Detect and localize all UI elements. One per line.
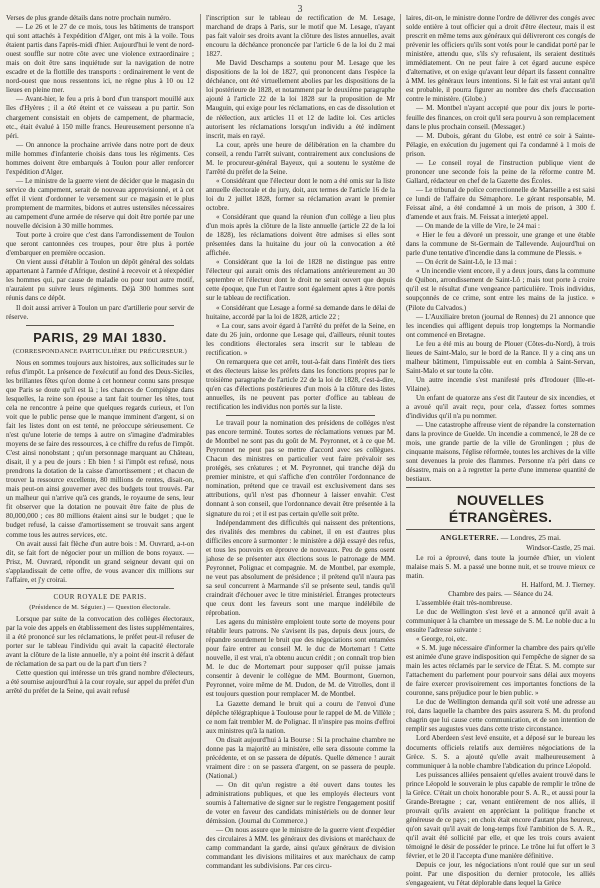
paragraph: On vient aussi d'établir à Toulon un dépôt général des soldats appartenant à l'armée d'Afrique, destiné à recevoir et à réexpédier les hommes qui, par cause de maladie ou pour tout autre motif, n'auraient pu suivre leurs régiments. Déjà 300 hommes sont réunis dans ce dépôt. [6, 258, 194, 303]
paragraph: — Avant-hier, le feu a pris à bord d'un transport mouillé aux îles d'Hyères ; il a été éteint et ce vaisseau a pu partir. Son chargement consistait en objets de campement, de pharmacie, etc., était évalué à 150 mille francs. Heureusement personne n'a péri. [6, 95, 194, 140]
paragraph: — M. Dubois, gérant du Globe, est entré ce soir à Sainte-Pélagie, en exécution du jugement qui l'a condamné à 1 mois de prison. [406, 131, 595, 158]
paragraph: — M. Montbel n'ayant accepté que pour dix jours le porte-feuille des finances, on croit qu'il sera pourvu à son remplacement dans le plus prochain conseil. (Messager.) [406, 104, 595, 131]
paragraph: « Hier le feu a dévoré un pressoir, une grange et une étable dans la commune de St-Germain de Tallevende. Aujourd'hui on parle d'une tentative d'incendie dans la commune de Plessis. » [406, 231, 595, 258]
paragraph: Un enfant de quatorze ans s'est dit l'auteur de six incendies, et a avoué qu'il avait reçu, pour cela, d'assez fortes sommes d'individus qu'il n'a pu nommer. [406, 393, 595, 421]
paragraph: La Gazette demand le bruit qui a couru de l'envoi d'une dépêche télégraphique à Toulouse pour le rappel de M. de Villèle ; ce nom fait trembler M. de Polignac. Il n'inspire pas moins d'effroi aux ministres qu'à la nation. [206, 699, 395, 735]
paragraph: — Le 26 et le 27 de ce mois, tous les bâtiments de transport qui sont attachés à l'expédition d'Alger, ont mis à la voile. Tous étaient partis dans l'après-midi d'hier. Aujourd'hui le vent de nord-ouest souffle sur notre côte avec une violence extraordinaire ; mais on doit être sans inquiétude sur la navigation de notre escadre et de la flottille des transports : ordinairement le vent de nord-ouest que nous ressentons ici, ne règne plus à 10 ou 12 lieues en pleine mer. [6, 23, 194, 95]
paragraph: laires, dit-on, le ministre donne l'ordre de délivrer des congés avec solde entière à tout officier qui a droit d'être électeur, mais il est prescrit en même tems aux généraux qui délivreront ces congés de prévenir les officiers qu'ils sont votés pour le candidat porté par le ministère, attendu que, s'ils s'y refusaient, ils seraient destitués immédiatement. On ne peut faire à cet égard aucune espèce d'alternative, et on exige qu'avant leur départ ils fassent connaître à MM. les généraux leurs intentions. Si le fait est vrai autant qu'il est probable, il pourra figurer au nombre des chefs d'accusation contre le ministère. (Globe.) [406, 14, 595, 104]
column-3 [406, 14, 595, 888]
signature: H. Halford, M. J. Tierney. [521, 580, 595, 589]
paragraph: Cette question qui intéresse un très grand nombre d'électeurs, a été soumise aujourd'hui à la cour royale, sur appel du préfet d'un arrêté du préfet de la Seine, qui avait refusé [6, 669, 194, 696]
paragraph: « Considérant que Lesage a formé sa demande dans le délai de huitaine, accordé par la loi de 1828, article 22 ; [206, 303, 395, 321]
paragraph: « Considérant que la loi de 1828 ne distingue pas entre l'électeur qui aurait omis des réclamations antérieurement au 30 septembre et l'électeur dont le droit ne serait ouvert que depuis cette époque, que l'un et l'autre sont également aptes à être portés sur le tableau de rectification. [206, 258, 395, 303]
paragraph: — Le tribunal de police correctionnelle de Marseille a est saisi ce lundi de l'affaire du Sémaphore. Le gérant responsable, M. Feissat aîné, a été condamné à un mois de prison, à 300 f. d'amende et aux frais. M. Feissat a interjeté appel. [406, 185, 595, 222]
paragraph: Nous en sommes toujours aux histoires, aux sollicitudes sur le refus d'impôt. La présence de l'exécutif au fond des Deux-Siciles, les brillantes fêtes qu'on donne à cet honneur connu sans presque que Paris se doute qu'il est là ; les chances de Compiègne dans lesquelles, la reine son épouse a tant fait tourner les têtes, tout cela ne rencontre à peine que quelques regards curieux, et l'on voit que le public pense que le manque imminent d'argent, si on fait les listes dont on est tenté, ne préoccupe sérieusement. Ce n'est qu'une loterie de temps à autre on s'imagine d'admirables moyens de se faire des ressources, à ce chiffre du refus de l'impôt. C'est ainsi nonobstant ; qu'un personnage marquant au Château, disait, il y a peu de jours : Eh bien ! si l'impôt est refusé, nous prendrons la dotation de la caisse d'amortissement ; et chacun de trouver la ressource excellente, 80 millions de rentes, disait-on, mais peut-on ainsi gouverner avec des budgets tout trouvés. Par un malheur qui n'arrive qu'à ces grands, le royaume de sens, leur fit observer que la dotation ne pouvait être faite de plus de 80,000,000 ; ces 80 millions étaient ainsi sur le budget ; que le budget refusé, la caisse d'amortissement se trouvait sans argent comme tous les autres services, etc. [6, 358, 194, 539]
paragraph: Indépendamment des difficultés qui naissent des prétentions, des rivalités des membres du cabinet, il en est d'autres plus difficiles encore à surmonter : le ministère a déjà essayé des refus, et tous les pouvoirs en éprouve de nouveaux. Peu de gens osent jahose de se présenter aux élections sous le patronage de MM. Peyronnet, Polignac et compagnie. M. de Montbel, par exemple, ne veut pas absolument de présidence ; il prétend qu'il n'aura pas sa seul concurrent à Marmande s'il se présente seul, tandis qu'il craindrait d'échouer avec le titre ministériel. Étranges protecteurs que ceux dont les faveurs sont une marque indélébile de réprobation. [206, 518, 395, 618]
section-heading-cour: COUR ROYALE DE PARIS. [53, 592, 147, 601]
paragraph: — Le ministre de la guerre vient de décider que le magasin du service du campement, serait de nouveau approvisionné, et à cet effet il vient d'ordonner le versement sur ce magasin et le plus promptement de marmites, bidons et autres ustensiles nécessaires au campement d'une armée de réserve qui doit être portée par une nouvelle décision à 30 mille hommes. [6, 176, 194, 231]
paragraph: La cour, après une heure de délibération en la chambre du conseil, a rendu l'arrêt suivant, contrairement aux conclusions de M. le procureur-général Bayeux, qui a soutenu le système de l'arrêté du préfet de la Seine. [206, 140, 395, 176]
paragraph: On avait aussi fait flèche d'un autre bois : M. Ouvrard, a-t-on dit, se fait fort de négocier pour un million de bons royaux. — Prisz, M. Ouvrard, répondit un grand seigneur devant qui on s'applaudissait de cette offre, de vous avancer dix millions sur l'affaire, et j'y croirai. [6, 539, 194, 584]
divider [406, 529, 595, 530]
paragraph: l'inscription sur le tableau de rectification de M. Lesage, marchand de draps à Paris, sur le motif que M. Lesage, n'ayant pas fait valoir ses droits avant la clôture des listes annuelles, avait encouru la déchéance prononcée par l'article 6 de la loi du 2 mai 1827. [206, 14, 395, 59]
paragraph: Les puissances alliées pensaient qu'elles avaient trouvé dans le prince Léopold le souverain le plus capable de remplir le trône de la Grèce. C'était un choix honorable pour S. A. R., et aussi pour la Grande-Bretagne ; car, venant entièrement de nos alliés, il prouvait qu'ils avaient en appréciant la politique franche et généreuse de ce pays ; en choix était encore d'autant plus heureux, qu'on savait qu'il avait de long-temps fixé l'ambition de S. A. R., qu'il avait été sollicité par elle, et que les trois cours avaient témoigné le désir de posséder le prince. Le trône lui fut offert le 3 février, et le 20 il l'accepta d'une manière définitive. [406, 770, 595, 861]
section-heading-nouvelles: NOUVELLES ÉTRANGÈRES. [448, 492, 553, 526]
paragraph: « Considérant que quand la réunion d'un collège a lieu plus d'un mois après la clôture de la liste annuelle (article 22 de la loi de 1828), les réclamations doivent être admises si elles sont présentées dans la huitaine du jour où la convocation a été affichée. [206, 213, 395, 258]
divider [226, 415, 375, 416]
paragraph: Le travail pour la nomination des présidens de colléges n'est pas encore terminé. Toutes sortes de réclamations venues par M. de Montbel ne sont pas du goût de M. Peyronnet, et à ce que M. Peyronnet ne peut pas se mettre d'accord avec ses collègues. Chacun des ministres en particulier veut faire prévaloir ses protégés, ses créatures ; et M. Peyronnet, qui tranche déjà du premier ministre, et qui s'affiche d'en contrôler l'ordonnance de nomination, prétend que ce travail est exclusivement dans ses attributions, qu'il n'est pas d'honneur à laisser envahir. C'est donnant à son conseil, que l'ordonnance devait être présentée à la signature du roi ; et il est pas certain qu'elle soit prête. [206, 419, 395, 518]
section-subheading: (CORRESPONDANCE PARTICULIÈRE DU PRÉCURSEUR.) [12, 347, 187, 355]
paragraph: Tout porte à croire que c'est dans l'arrondissement de Toulon que seront cantonnées ces troupes, pour être plus à portée d'embarquer en première occasion. [6, 231, 194, 258]
dateline-text: — Londres, 25 mai. [500, 533, 561, 543]
paragraph: — On dit qu'un registre a été ouvert dans toutes les administrations publiques, et que les employés électeurs vont soumis à l'alternative de signer sur le registre l'engagement positif de voter en faveur des candidats ministériels ou de donner leur démission. (Journal du Commerce.) [206, 780, 395, 826]
column-rule [400, 14, 401, 799]
divider [406, 487, 595, 488]
paragraph: « Un incendie vient encore, il y a deux jours, dans la commune de Quibon, arrondissement de Saint-Lô ; mais tout porte à croire qu'il est le résultat d'une vengeance particulière. Trois individus, soupçonnés de ce crime, sont entre les mains de la justice. » (Pilote du Calvados.) [406, 267, 595, 312]
paragraph: — On annonce la prochaine arrivée dans notre port de deux mille hommes d'infanterie choisis dans tous les régiments. Ces hommes doivent être embarqués à Toulon pour aller renforcer l'expédition d'Alger. [6, 140, 194, 176]
paragraph: Un autre incendie s'est manifesté près d'Irodouer (Ille-et-Vilaine). [406, 375, 595, 393]
paragraph: Le roi a éprouvé, dans toute la journée d'hier, un violent malaise mais S. M. a passé une bonne nuit, et se trouve mieux ce matin. [406, 553, 595, 580]
paragraph: — Le conseil royal de l'instruction publique vient de prononcer une seconde fois la peine de la réforme contre M. Gallard, rédacteur en chef de la Gazette des Écoles. [406, 158, 595, 185]
paragraph: Le duc de Wellington s'est levé et a annoncé qu'il avait à communiquer à la chambre un message de S. M. Le noble duc a lu ensuite l'adresse suivante : [406, 607, 595, 634]
sub-heading-chambre: Chambre des pairs. — Séance du 24. [448, 589, 553, 598]
paragraph: Les agens du ministère emploient toute sorte de moyens pour rétablir leurs patrons. Ne s'avisent ils pas, depuis deux jours, de répandre sourdement le bruit que des négociations sont entamées pour faire entrer au conseil M. le duc de Mortemart ! Cette nouvelle, il est vrai, n'a obtenu aucun crédit ; on connaît trop bien M. le duc de Mortemart pour supposer qu'il puisse jamais consentir à devenir le collègue de MM. Bourmont, Guernon, Peyronnet, voire même de M. Dudon, de M. de Vitrolles, dont il est toujours question pour remplacer M. de Montbel. [206, 618, 395, 699]
paragraph: Lorsque par suite de la convocation des collèges électoraux, par la voie des appels en établissement des listes supplémentaires, il a été prononcé sur les réclamations, le préfet peut-il refuser de porter sur le tableau l'individu qui avait la capacité électorale avant la clôture de la liste annuelle, n'y a point été inscrit à défaut de réclamation de sa part ou de la part d'un tiers ? [6, 614, 194, 669]
paragraph: — On écrit de Saint-Lô, le 13 mai : [416, 258, 517, 267]
country-heading: ANGLETERRE. [440, 533, 499, 543]
paragraph: Depuis ce jour, les négociations n'ont roulé que sur un seul point. Par une disposition du dernier protocole, les alliés s'engageaient, vu l'état déplorable dans lequel la Grèce [406, 861, 595, 888]
paragraph: — On mande de la ville de Vire, le 24 mai : [416, 222, 540, 231]
section-subheading: (Présidence de M. Séguier.) — Question électorale. [29, 603, 171, 611]
paragraph: Le duc de Wellington demanda qu'il soit voté une adresse au roi, dans laquelle la chambre des pairs assurera S. M. du profond chagrin que lui cause cette communication, et de son intention de remplir ses augustes vues dans cette triste circonstance. [406, 698, 595, 734]
dateline-windsor: Windsor-Castle, 25 mai. [526, 544, 595, 553]
paragraph: « S. M. juge nécessaire d'informer la chambre des pairs qu'elle est animée d'une grave indisposition qui l'empêche de signer de sa main les actes réclamés par le service de l'État. S. M. compte sur l'attachement du parlement pour pourvoir sans délai aux moyens de faire exercer provisoirement ces importantes fonctions de la couronne, sans préjudice pour le bien public. » [406, 644, 595, 698]
divider [26, 588, 174, 589]
section-heading-paris: PARIS, 29 MAI 1830. [33, 329, 167, 345]
column-2 [206, 14, 395, 871]
paragraph: Verses de plus grande détails dans notre prochain numéro. [6, 14, 171, 22]
paragraph: Il doit aussi arriver à Toulon un parc d'artillerie pour servir de réserve. [6, 303, 194, 321]
paragraph: Le feu a été mis au bourg de Plouer (Côtes-du-Nord), à trois lieues de Saint-Malo, sur le bord de la Rance. Il y a cinq ans un malheur bâtiment, l'impuissable eut en combla à Saint-Servan, Saint-Malo et sur toute la côte. [406, 339, 595, 375]
paragraph: — Une catastrophe affreuse vient de répandre la consternation dans la province de Guelde. Un incendie a commencé, le 28 de ce mois, une grande partie de la ville de Gronlingen ; plus de cinquante maisons, l'église réformée, toutes les archives de la ville sont devenues la proie des flammes. Personne n'a péri dans ce désastre, mais on a à regretter la perte d'une immense quantité de bestiaux. [406, 421, 595, 484]
paragraph: On remarquera que cet arrêt, tout-à-fait dans l'intérêt des tiers et des électeurs laisse les préfets dans les fonctions propres par le troisième paragraphe de l'article 22 de la loi de 1828, c'est-à-dire, qu'en cas d'élections postérieures d'un mois à la clôture des listes annuelles, ils ne peuvent pas porter d'office au tableau de rectification les individus non portés sur la liste. [206, 357, 395, 412]
paragraph: L'assemblée était très-nombreuse. [416, 598, 513, 607]
column-rule [200, 14, 201, 799]
paragraph: « La cour, sans avoir égard à l'arrêté du préfet de la Seine, en date du 26 juin, ordonne que Lesage qui, d'ailleurs, réunit toutes les conditions électorales sera inscrit sur le tableau de rectification. » [206, 321, 395, 357]
paragraph: Me David Deschamps a soutenu pour M. Lesage que les dispositions de la loi de 1827, qui prononcent dans l'espèce la déchéance, ont été virtuellement abolies par les dispositions de la loi postérieure de 1828, et notamment par le deuxième paragraphe ajouté à l'article 22 de la loi 1828 sur la proposition de Mr Mauguin, qui exige pour les réclamations, en cas de dissolution et de réélection, aux articles 11 et 12 de ladite loi. Ces articles autorisent les réclamations lorsqu'un individu a été indûment inscrit, mais en rayé. [206, 59, 395, 140]
paragraph: — L'Auxiliaire breton (journal de Rennes) du 21 annonce que les incendies qui affligent depuis trop longtemps la Normandie ont commencé en Bretagne. [406, 312, 595, 339]
paragraph: « Considérant que l'électeur dont le nom a été omis sur la liste annuelle électorale et du jury, doit, aux termes de l'article 16 de la loi du 2 juillet 1828, former sa réclamation avant le premier octobre. [206, 176, 395, 212]
paragraph: « George, roi, etc. [416, 634, 468, 643]
paragraph: — On nous assure que le ministre de la guerre vient d'expédier des circulaires à MM. les généraux des divisions et maréchaux de camp commandant la garde, ainsi qu'aux généraux de division commandant les divisions militaires et aux maréchaux de camp commandant les subdivisions. Par ces circu- [206, 826, 395, 871]
paragraph: Lord Aberdeen s'est levé ensuite, et a déposé sur le bureau les documents officiels relatifs aux dernières négociations de la Grèce. S. S. a ajouté qu'elle avait malheureusement à communiquer à la noble chambre l'abdication du prince Léopold. [406, 734, 595, 770]
page-number: 3 [297, 4, 303, 15]
paragraph: On disait aujourd'hui à la Bourse : Si la prochaine chambre ne donne pas la majorité au ministère, elle sera dissoute comme la précédente, et on se passera de députés. Quelle démence ! aurait vraiment dire : on se passera d'argent, on se passera de peuple. (National.) [206, 735, 395, 780]
column-1 [6, 14, 194, 799]
dateline [406, 533, 595, 542]
divider [26, 325, 174, 326]
